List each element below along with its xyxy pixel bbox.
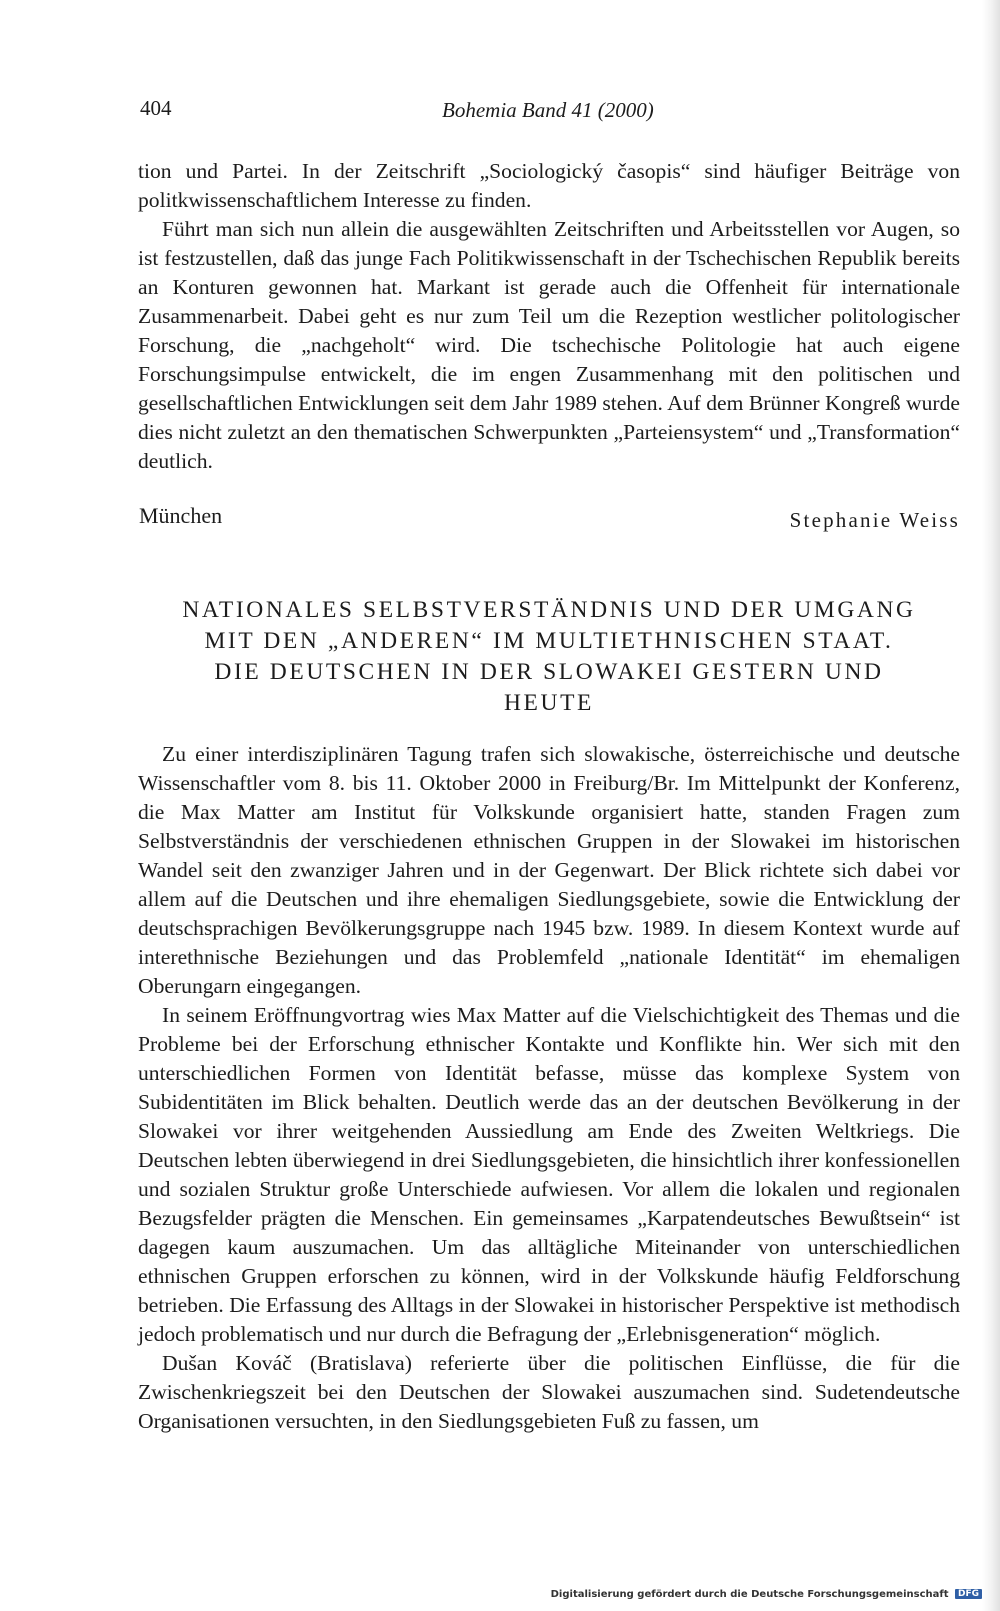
article-title-line: MIT DEN „ANDEREN“ IM MULTIETHNISCHEN STAAT. — [204, 628, 894, 654]
dfg-logo-icon: DFG — [955, 1589, 982, 1599]
report-text-conference — [138, 740, 960, 1436]
digitization-footer — [551, 1589, 982, 1600]
page-number: 404 — [140, 96, 172, 120]
running-title: Bohemia Band 41 (2000) — [442, 98, 654, 122]
report-text-weiss — [138, 157, 960, 476]
page-edge-shadow — [982, 0, 1000, 1611]
paragraph: Dušan Kováč (Bratislava) referierte über die politischen Einflüsse, die für die Zwischenkriegszeit bei den Deutschen der Slowakei auszumachen sind. Sudetendeutsche Organisationen versuchten, in den Siedlungsgebieten Fuß zu fassen, um — [138, 1351, 960, 1433]
digitization-note: Digitalisierung gefördert durch die Deutsche Forschungsgemeinschaft — [550, 1589, 949, 1600]
report-author: Stephanie Weiss — [789, 508, 960, 532]
report-place: München — [139, 503, 223, 528]
article-title-line: DIE DEUTSCHEN IN DER SLOWAKEI GESTERN UND — [214, 659, 884, 685]
paragraph: Führt man sich nun allein die ausgewählten Zeitschriften und Arbeitsstellen vor Augen, so ist festzustellen, daß das junge Fach Politikwissenschaft in der Tschechischen Republik bereits an Konturen gewonnen hat. Markant ist gerade auch die Offenheit für internationale Zusammenarbeit. Dabei geht es nur zum Teil um die Rezeption westlicher politologischer Forschung, die „nachgeholt“ wird. Die tschechische Politologie hat auch eigene Forschungsimpulse entwickelt, die im engen Zusammenhang mit den politischen und gesellschaftlichen Entwicklungen seit dem Jahr 1989 stehen. Auf dem Brünner Kongreß wurde dies nicht zuletzt an den thematischen Schwerpunkten „Parteiensystem“ und „Transformation“ deutlich. — [138, 217, 960, 473]
paragraph: tion und Partei. In der Zeitschrift „Sociologický časopis“ sind häufiger Beiträge von politkwissenschaftlichem Interesse zu finden. — [138, 159, 960, 212]
paragraph: In seinem Eröffnungvortrag wies Max Matter auf die Vielschichtigkeit des Themas und die Probleme bei der Erforschung ethnischer Kontakte und Konflikte hin. Wer sich mit den unterschiedlichen Formen von Identität befasse, müsse das komplexe System von Subidentitäten im Blick behalten. Deutlich werde das an der deutschen Bevölkerung in der Slowakei vor ihrer weitgehenden Aussiedlung am Ende des Zweiten Weltkriegs. Die Deutschen lebten überwiegend in drei Siedlungsgebieten, die hinsichtlich ihrer konfessionellen und sozialen Struktur große Unterschiede aufwiesen. Vor allem die lokalen und regionalen Bezugsfelder prägten die Menschen. Ein gemeinsames „Karpatendeutsches Bewußtsein“ ist dagegen kaum auszumachen. Um das alltägliche Miteinander von unterschiedlichen ethnischen Gruppen erforschen zu können, wird in der Volkskunde häufig Feldforschung betrieben. Die Erfassung des Alltags in der Slowakei in historischer Perspektive ist methodisch jedoch problematisch und nur durch die Befragung der „Erlebnisgeneration“ möglich. — [138, 1003, 960, 1346]
article-title-line: NATIONALES SELBSTVERSTÄNDNIS UND DER UMGANG — [182, 597, 916, 623]
paragraph: Zu einer interdisziplinären Tagung trafen sich slowakische, österreichische und deutsche Wissenschaftler vom 8. bis 11. Oktober 2000 in Freiburg/Br. Im Mittelpunkt der Konferenz, die Max Matter am Institut für Volkskunde organisiert hatte, standen Fragen zum Selbstverständnis der verschiedenen ethnischen Gruppen in der Slowakei im historischen Wandel seit den zwanziger Jahren und in der Gegenwart. Der Blick richtete sich dabei vor allem auf die Deutschen und ihre ehemaligen Siedlungsgebiete, sowie die Entwicklung der deutschsprachigen Bevölkerungsgruppe nach 1945 bzw. 1989. In diesem Kontext wurde auf interethnische Beziehungen und das Problemfeld „nationale Identität“ im ehemaligen Oberungarn eingegangen. — [138, 742, 960, 998]
article-title-line: HEUTE — [503, 690, 594, 716]
article-title — [138, 595, 960, 719]
